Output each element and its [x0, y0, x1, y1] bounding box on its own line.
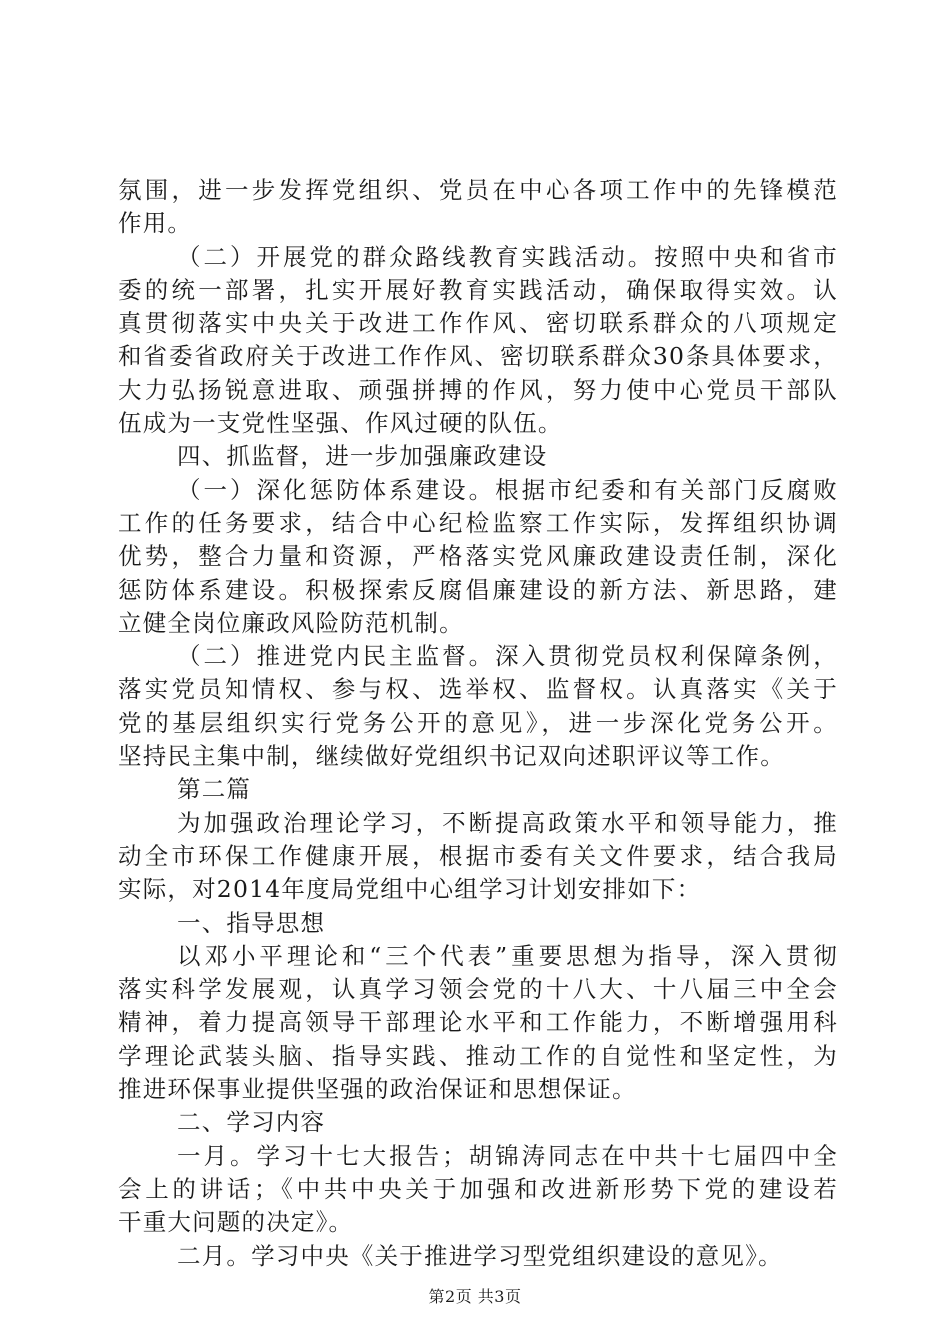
- text-line: 工作的任务要求，结合中心纪检监察工作实际，发挥组织协调: [118, 508, 838, 537]
- text-line: 党的基层组织实行党务公开的意见》，进一步深化党务公开。: [118, 708, 838, 737]
- text-line: 作用。: [118, 209, 193, 238]
- section-heading: 一、指导思想: [177, 908, 326, 937]
- paragraph-start-line: 为加强政治理论学习，不断提高政策水平和领导能力，推: [177, 808, 838, 837]
- text-line: 推进环保事业提供坚强的政治保证和思想保证。: [118, 1075, 637, 1104]
- paragraph-start-line: 一月。学习十七大报告；胡锦涛同志在中共十七届四中全: [177, 1141, 838, 1170]
- text-line: 优势，整合力量和资源，严格落实党风廉政建设责任制，深化: [118, 542, 838, 571]
- text-line: 和省委省政府关于改进工作作风、密切联系群众30条具体要求，: [118, 342, 838, 371]
- text-line: 坚持民主集中制，继续做好党组织书记双向述职评议等工作。: [118, 742, 785, 771]
- page-number: 第2页 共3页: [428, 1287, 522, 1306]
- text-line: 惩防体系建设。积极探索反腐倡廉建设的新方法、新思路，建: [118, 575, 838, 604]
- text-line: 精神，着力提高领导干部理论水平和工作能力，不断增强用科: [118, 1008, 838, 1037]
- paragraph-start-line: （二）开展党的群众路线教育实践活动。按照中央和省市: [177, 242, 838, 271]
- text-line: 伍成为一支党性坚强、作风过硬的队伍。: [118, 409, 563, 438]
- section-heading: 二、学习内容: [177, 1108, 326, 1137]
- text-line: 落实党员知情权、参与权、选举权、监督权。认真落实《关于: [118, 675, 838, 704]
- text-line: 落实科学发展观，认真学习领会党的十八大、十八届三中全会: [118, 975, 838, 1004]
- text-line: 实际，对2014年度局党组中心组学习计划安排如下：: [118, 875, 702, 904]
- text-line: 学理论武装头脑、指导实践、推动工作的自觉性和坚定性，为: [118, 1041, 838, 1070]
- paragraph-start-line: 二月。学习中央《关于推进学习型党组织建设的意见》。: [177, 1241, 783, 1270]
- document-body: [118, 174, 838, 1273]
- text-line: 立健全岗位廉政风险防范机制。: [118, 608, 464, 637]
- text-line: 真贯彻落实中央关于改进工作作风、密切联系群众的八项规定: [118, 309, 838, 338]
- chapter-heading: 第二篇: [177, 775, 252, 804]
- paragraph-start-line: （二）推进党内民主监督。深入贯彻党员权利保障条例，: [177, 642, 838, 671]
- text-line: 委的统一部署，扎实开展好教育实践活动，确保取得实效。认: [118, 275, 838, 304]
- text-line: 动全市环保工作健康开展，根据市委有关文件要求，结合我局: [118, 841, 838, 870]
- paragraph-start-line: （一）深化惩防体系建设。根据市纪委和有关部门反腐败: [177, 475, 838, 504]
- page-footer: [0, 1284, 950, 1307]
- section-heading: 四、抓监督，进一步加强廉政建设: [177, 442, 548, 471]
- text-line: 干重大问题的决定》。: [118, 1208, 354, 1237]
- text-line: 大力弘扬锐意进取、顽强拼搏的作风，努力使中心党员干部队: [118, 375, 838, 404]
- text-line: 氛围，进一步发挥党组织、党员在中心各项工作中的先锋模范: [118, 176, 838, 204]
- paragraph-start-line: 以邓小平理论和“三个代表”重要思想为指导，深入贯彻: [177, 941, 838, 970]
- text-line: 会上的讲话；《中共中央关于加强和改进新形势下党的建设若: [118, 1174, 838, 1203]
